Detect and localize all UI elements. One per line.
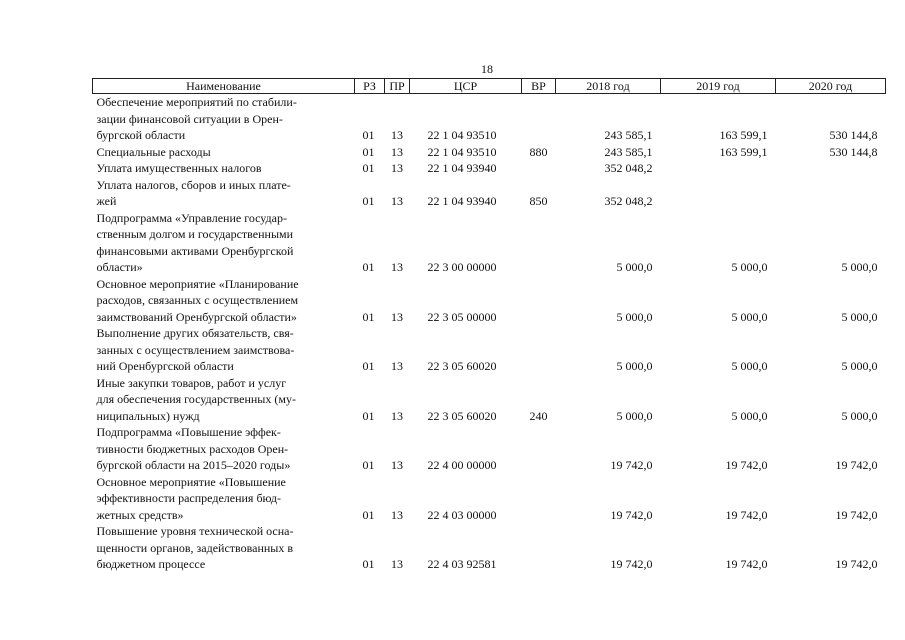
table-row <box>93 210 886 276</box>
row-name <box>93 375 355 425</box>
row-name-line: ственным долгом и государственными <box>96 227 294 241</box>
cell-y2019: 19 742,0 <box>725 458 768 472</box>
cell-y2020: 19 742,0 <box>835 557 878 571</box>
cell-rz: 01 <box>362 408 375 423</box>
cell-y2018: 19 742,0 <box>610 458 653 472</box>
table-row <box>93 375 886 425</box>
table-header <box>93 79 886 94</box>
cell-y2018: 5 000,0 <box>616 260 653 274</box>
cell-y2018: 352 048,2 <box>604 161 653 175</box>
table-row <box>93 424 886 474</box>
row-name-line: Уплата налогов, сборов и иных плате- <box>96 177 291 192</box>
cell-csr: 22 1 04 93940 <box>427 194 497 208</box>
cell-y2018: 5 000,0 <box>616 359 653 373</box>
cell-vr <box>522 210 556 276</box>
cell-pr: 13 <box>391 359 403 373</box>
cell-vr: 240 <box>529 408 548 423</box>
cell-rz: 01 <box>362 309 375 324</box>
row-name-line: Повышение уровня технической осна- <box>96 524 294 538</box>
cell-vr <box>522 94 556 144</box>
cell-pr: 13 <box>391 260 403 274</box>
row-name-line: финансовыми активами Оренбургской <box>96 243 294 258</box>
cell-rz: 01 <box>362 507 375 522</box>
cell-rz: 01 <box>362 260 375 274</box>
cell-y2019: 5 000,0 <box>731 309 768 324</box>
row-name-line: Основное мероприятие «Повышение <box>96 474 286 489</box>
cell-csr: 22 3 05 00000 <box>427 309 497 324</box>
row-name-line: жей <box>96 194 117 208</box>
row-name-line: расходов, связанных с осуществлением <box>96 293 299 307</box>
page-number: 18 <box>481 62 493 76</box>
cell-y2020 <box>776 177 886 210</box>
row-name-line: ниципальных) нужд <box>96 408 200 423</box>
cell-pr: 13 <box>391 128 403 142</box>
row-name-line: Основное мероприятие «Планирование <box>96 276 299 291</box>
cell-y2019: 5 000,0 <box>731 359 768 373</box>
cell-rz: 01 <box>362 557 375 571</box>
cell-y2020: 5 000,0 <box>841 309 878 324</box>
cell-y2019 <box>661 177 776 210</box>
row-name-line: ний Оренбургской области <box>96 359 234 373</box>
table-body <box>93 94 886 573</box>
row-name <box>93 523 355 573</box>
row-name <box>93 177 355 210</box>
row-name-line: бургской области на 2015–2020 годы» <box>96 458 291 472</box>
cell-y2018: 5 000,0 <box>616 408 653 423</box>
row-name-line: для обеспечения государственных (му- <box>96 392 296 406</box>
cell-y2019: 163 599,1 <box>719 144 768 159</box>
table-row <box>93 523 886 573</box>
cell-y2019: 19 742,0 <box>725 507 768 522</box>
header-rz: РЗ <box>355 79 385 94</box>
cell-vr <box>522 424 556 474</box>
header-2020: 2020 год <box>776 79 886 94</box>
table-row <box>93 325 886 375</box>
cell-y2018: 243 585,1 <box>604 144 653 159</box>
row-name-line: Уплата имущественных налогов <box>96 161 262 175</box>
cell-rz: 01 <box>362 144 375 159</box>
table-row <box>93 474 886 524</box>
cell-y2020: 5 000,0 <box>841 408 878 423</box>
cell-y2019: 19 742,0 <box>725 557 768 571</box>
cell-y2020: 530 144,8 <box>829 128 878 142</box>
cell-y2018: 5 000,0 <box>616 309 653 324</box>
cell-csr: 22 4 03 92581 <box>427 557 497 571</box>
table-row <box>93 144 886 161</box>
cell-vr: 850 <box>529 194 548 208</box>
cell-y2020: 530 144,8 <box>829 144 878 159</box>
header-2019: 2019 год <box>661 79 776 94</box>
row-name-line: Подпрограмма «Управление государ- <box>96 210 287 225</box>
table-row <box>93 177 886 210</box>
cell-vr <box>522 474 556 524</box>
cell-y2019: 5 000,0 <box>731 260 768 274</box>
cell-rz: 01 <box>362 194 375 208</box>
cell-y2020: 19 742,0 <box>835 458 878 472</box>
cell-y2018: 352 048,2 <box>604 194 653 208</box>
row-name-line: бургской области <box>96 128 186 142</box>
table-row <box>93 160 886 177</box>
row-name <box>93 94 355 144</box>
cell-csr: 22 1 04 93510 <box>427 128 497 142</box>
cell-y2020: 5 000,0 <box>841 260 878 274</box>
row-name-line: Иные закупки товаров, работ и услуг <box>96 375 287 390</box>
cell-y2018: 243 585,1 <box>604 128 653 142</box>
cell-vr <box>522 523 556 573</box>
cell-rz: 01 <box>362 458 375 472</box>
cell-y2019 <box>661 160 776 177</box>
cell-rz: 01 <box>362 161 375 175</box>
cell-y2018: 19 742,0 <box>610 507 653 522</box>
row-name-line: бюджетном процессе <box>96 557 206 571</box>
cell-pr: 13 <box>391 557 403 571</box>
row-name-line: щенности органов, задействованных в <box>96 540 294 555</box>
header-2018: 2018 год <box>556 79 661 94</box>
row-name <box>93 144 355 161</box>
row-name <box>93 474 355 524</box>
cell-rz: 01 <box>362 128 375 142</box>
cell-pr: 13 <box>391 194 403 208</box>
row-name <box>93 424 355 474</box>
cell-y2018: 19 742,0 <box>610 557 653 571</box>
row-name <box>93 276 355 326</box>
cell-csr: 22 1 04 93510 <box>427 144 497 159</box>
cell-pr: 13 <box>391 161 403 175</box>
cell-y2019: 5 000,0 <box>731 408 768 423</box>
cell-y2020: 5 000,0 <box>841 359 878 373</box>
cell-y2019: 163 599,1 <box>719 128 768 142</box>
row-name-line: жетных средств» <box>96 507 184 522</box>
row-name <box>93 210 355 276</box>
cell-csr: 22 4 00 00000 <box>427 458 497 472</box>
cell-vr <box>522 160 556 177</box>
table-row <box>93 276 886 326</box>
row-name-line: Подпрограмма «Повышение эффек- <box>96 425 281 439</box>
cell-y2020 <box>776 160 886 177</box>
row-name <box>93 325 355 375</box>
header-name: Наименование <box>93 79 355 94</box>
cell-vr <box>522 276 556 326</box>
cell-csr: 22 3 05 60020 <box>427 408 497 423</box>
cell-csr: 22 3 05 60020 <box>427 359 497 373</box>
row-name-line: области» <box>96 260 143 274</box>
cell-rz: 01 <box>362 359 375 373</box>
row-name-line: эффективности распределения бюд- <box>96 491 282 505</box>
cell-y2020: 19 742,0 <box>835 507 878 522</box>
row-name-line: Обеспечение мероприятий по стабили- <box>96 95 297 109</box>
cell-csr: 22 3 00 00000 <box>427 260 497 274</box>
row-name <box>93 160 355 177</box>
header-csr: ЦСР <box>410 79 522 94</box>
header-vr: ВР <box>522 79 556 94</box>
cell-pr: 13 <box>391 458 403 472</box>
budget-table <box>92 78 886 573</box>
cell-pr: 13 <box>391 507 403 522</box>
row-name-line: Выполнение других обязательств, свя- <box>96 326 294 340</box>
cell-vr: 880 <box>529 144 548 159</box>
table-row <box>93 94 886 144</box>
cell-pr: 13 <box>391 144 403 159</box>
row-name-line: Специальные расходы <box>96 144 211 159</box>
row-name-line: зации финансовой ситуации в Орен- <box>96 111 283 126</box>
cell-pr: 13 <box>391 309 403 324</box>
cell-csr: 22 1 04 93940 <box>427 161 497 175</box>
cell-vr <box>522 325 556 375</box>
header-pr: ПР <box>385 79 410 94</box>
row-name-line: занных с осуществлением заимствова- <box>96 342 295 357</box>
row-name-line: заимствований Оренбургской области» <box>96 309 297 324</box>
row-name-line: тивности бюджетных расходов Орен- <box>96 441 289 456</box>
cell-pr: 13 <box>391 408 403 423</box>
cell-csr: 22 4 03 00000 <box>427 507 497 522</box>
